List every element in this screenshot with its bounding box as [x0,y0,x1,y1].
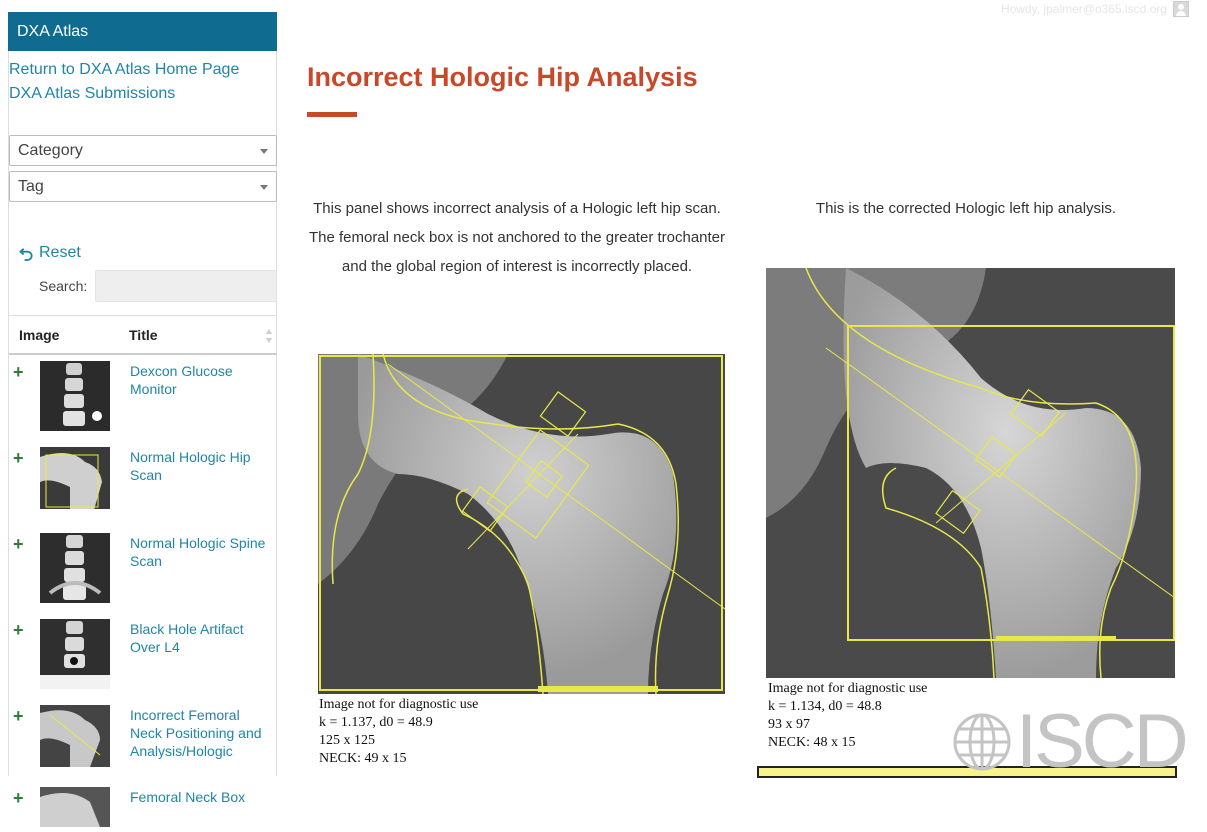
row-title-link[interactable]: Incorrect Femoral Neck Positioning and Analysis/Hologic [130,707,262,759]
right-caption: This is the corrected Hologic left hip analysis. [815,200,1117,217]
tag-select-value: Tag [18,178,44,195]
logo-text: ISCD [1016,699,1186,784]
iscd-logo [952,699,1186,784]
user-greeting[interactable]: Howdy, jpalmer@o365.iscd.org [1000,2,1167,16]
table-row[interactable] [9,355,277,441]
table-header [9,315,277,355]
chevron-down-icon [260,185,268,190]
expand-plus-icon[interactable]: + [13,788,24,808]
scan-k-value: k = 1.137, d0 = 48.9 [319,715,433,730]
scan-disclaimer: Image not for diagnostic use [768,681,928,696]
row-title-link[interactable]: Femoral Neck Box [130,789,246,805]
atlas-table [9,315,277,827]
table-row[interactable] [9,613,277,699]
sidebar [8,12,277,808]
search-input[interactable] [95,270,277,302]
table-row[interactable] [9,699,277,787]
user-avatar-icon[interactable] [1173,1,1189,17]
row-title-link[interactable]: Normal Hologic Spine Scan [130,535,266,569]
category-select-value: Category [18,142,83,159]
scan-neck-size: NECK: 49 x 15 [319,751,407,766]
right-scan-info [768,680,927,752]
submissions-link[interactable]: DXA Atlas Submissions [9,85,176,102]
sidebar-header: DXA Atlas [8,12,277,51]
scan-disclaimer: Image not for diagnostic use [319,697,479,712]
row-title-link[interactable]: Dexcon Glucose Monitor [130,363,233,397]
category-select[interactable] [9,135,277,166]
thumbnail-image[interactable] [40,447,110,517]
reset-button[interactable] [19,244,81,262]
sidebar-links [9,51,276,106]
incorrect-hip-scan-image [318,354,725,694]
expand-plus-icon[interactable]: + [13,620,24,640]
tag-select[interactable] [9,171,277,202]
sort-icon[interactable] [265,328,273,344]
expand-plus-icon[interactable]: + [13,706,24,726]
expand-plus-icon[interactable]: + [13,534,24,554]
table-row[interactable] [9,787,277,827]
left-scan-info [319,696,478,768]
search-label: Search: [39,278,88,294]
thumbnail-image[interactable] [40,619,110,689]
left-caption: This panel shows incorrect analysis of a Hologic left hip scan. The femoral neck box is not anchored to the greater trochanter and the global region of interest is incorrectly placed. [308,200,726,275]
globe-icon [952,711,1012,773]
thumbnail-image[interactable] [40,705,110,775]
expand-plus-icon[interactable]: + [13,362,24,382]
corrected-hip-scan-image [766,268,1175,678]
user-bar [1001,1,1189,17]
thumbnail-image[interactable] [40,533,110,603]
scan-neck-size: NECK: 48 x 15 [768,735,856,750]
undo-icon [19,246,34,261]
scan-k-value: k = 1.134, d0 = 48.8 [768,699,882,714]
table-row[interactable] [9,527,277,613]
scan-size: 125 x 125 [319,733,375,748]
row-title-link[interactable]: Black Hole Artifact Over L4 [130,621,244,655]
table-row[interactable] [9,441,277,527]
column-header-title[interactable]: Title [129,326,158,343]
thumbnail-image[interactable] [40,361,110,431]
row-title-link[interactable]: Normal Hologic Hip Scan [130,449,251,483]
page-title: Incorrect Hologic Hip Analysis [307,62,698,92]
sidebar-body [8,51,277,808]
scan-size: 93 x 97 [768,717,810,732]
reset-label: Reset [39,244,81,261]
title-underline [307,112,357,117]
return-home-link[interactable]: Return to DXA Atlas Home Page [9,61,240,78]
chevron-down-icon [260,149,268,154]
column-header-image[interactable]: Image [19,326,60,343]
thumbnail-image[interactable] [40,787,110,827]
expand-plus-icon[interactable]: + [13,448,24,468]
